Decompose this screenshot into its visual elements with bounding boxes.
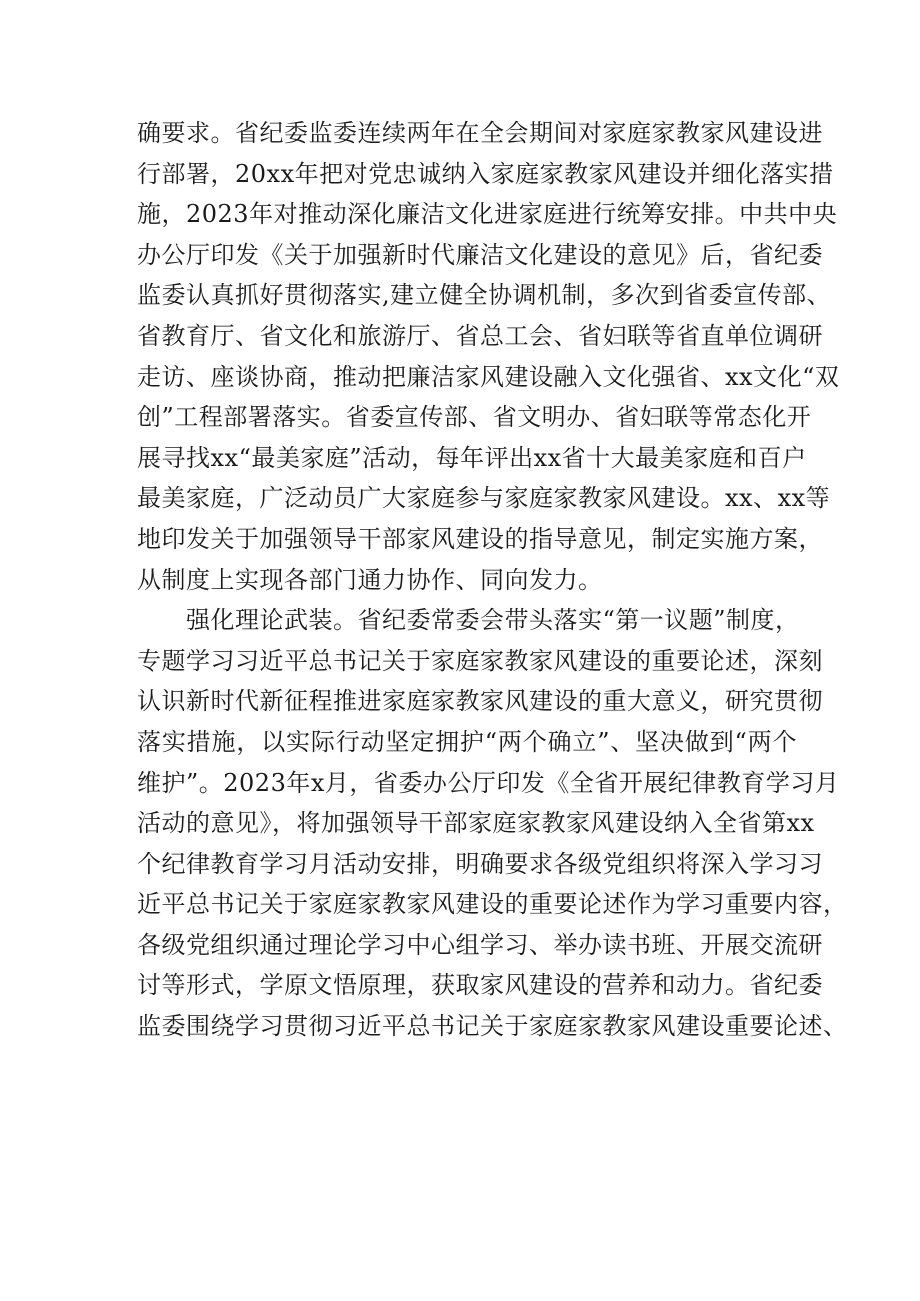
text-line: 强化理论武装。省纪委常委会带头落实“第一议题”制度， bbox=[186, 606, 800, 635]
text-line: 地印发关于加强领导干部家风建设的指导意见，制定实施方案， bbox=[137, 524, 823, 553]
body-text bbox=[137, 113, 848, 1047]
text-line: 专题学习习近平总书记关于家庭家教家风建设的重要论述，深刻 bbox=[137, 646, 823, 675]
text-line: 各级党组织通过理论学习中心组学习、举办读书班、开展交流研 bbox=[137, 930, 823, 959]
text-line: 落实措施，以实际行动坚定拥护“两个确立”、坚决做到“两个 bbox=[137, 727, 797, 756]
text-line: 监委围绕学习贯彻习近平总书记关于家庭家教家风建设重要论述、 bbox=[137, 1012, 848, 1041]
paragraph-1 bbox=[137, 113, 840, 600]
text-line: 讨等形式，学原文悟原理，获取家风建设的营养和动力。省纪委 bbox=[137, 971, 823, 1000]
text-line: 监委认真抓好贯彻落实,建立健全协调机制，多次到省委宣传部、 bbox=[137, 281, 832, 310]
text-line: 活动的意见》，将加强领导干部家庭家教家风建设纳入全省第xx bbox=[137, 809, 815, 838]
text-line: 创”工程部署落实。省委宣传部、省文明办、省妇联等常态化开 bbox=[137, 403, 812, 432]
text-line: 从制度上实现各部门通力协作、同向发力。 bbox=[137, 565, 603, 594]
text-line: 个纪律教育学习月活动安排，明确要求各级党组织将深入学习习 bbox=[137, 849, 823, 878]
text-line: 行部署，20xx年把对党忠诚纳入家庭家教家风建设并细化落实措 bbox=[137, 159, 834, 188]
text-line: 办公厅印发《关于加强新时代廉洁文化建设的意见》后，省纪委 bbox=[137, 240, 823, 269]
text-line: 走访、座谈协商，推动把廉洁家风建设融入文化强省、xx文化“双 bbox=[137, 362, 840, 391]
text-line: 施，2023年对推动深化廉洁文化进家庭进行统筹安排。中共中央 bbox=[137, 200, 838, 229]
text-line: 维护”。2023年x月，省委办公厅印发《全省开展纪律教育学习月 bbox=[137, 768, 840, 797]
text-line: 最美家庭，广泛动员广大家庭参与家庭家教家风建设。xx、xx等 bbox=[137, 484, 831, 513]
text-line: 确要求。省纪委监委连续两年在全会期间对家庭家教家风建设进 bbox=[137, 119, 823, 147]
paragraph-2 bbox=[137, 600, 848, 1047]
text-line: 展寻找xx“最美家庭”活动，每年评出xx省十大最美家庭和百户 bbox=[137, 443, 807, 472]
text-line: 省教育厅、省文化和旅游厅、省总工会、省妇联等省直单位调研 bbox=[137, 321, 823, 350]
text-line: 近平总书记关于家庭家教家风建设的重要论述作为学习重要内容， bbox=[137, 890, 848, 919]
text-line: 认识新时代新征程推进家庭家教家风建设的重大意义，研究贯彻 bbox=[137, 687, 823, 716]
